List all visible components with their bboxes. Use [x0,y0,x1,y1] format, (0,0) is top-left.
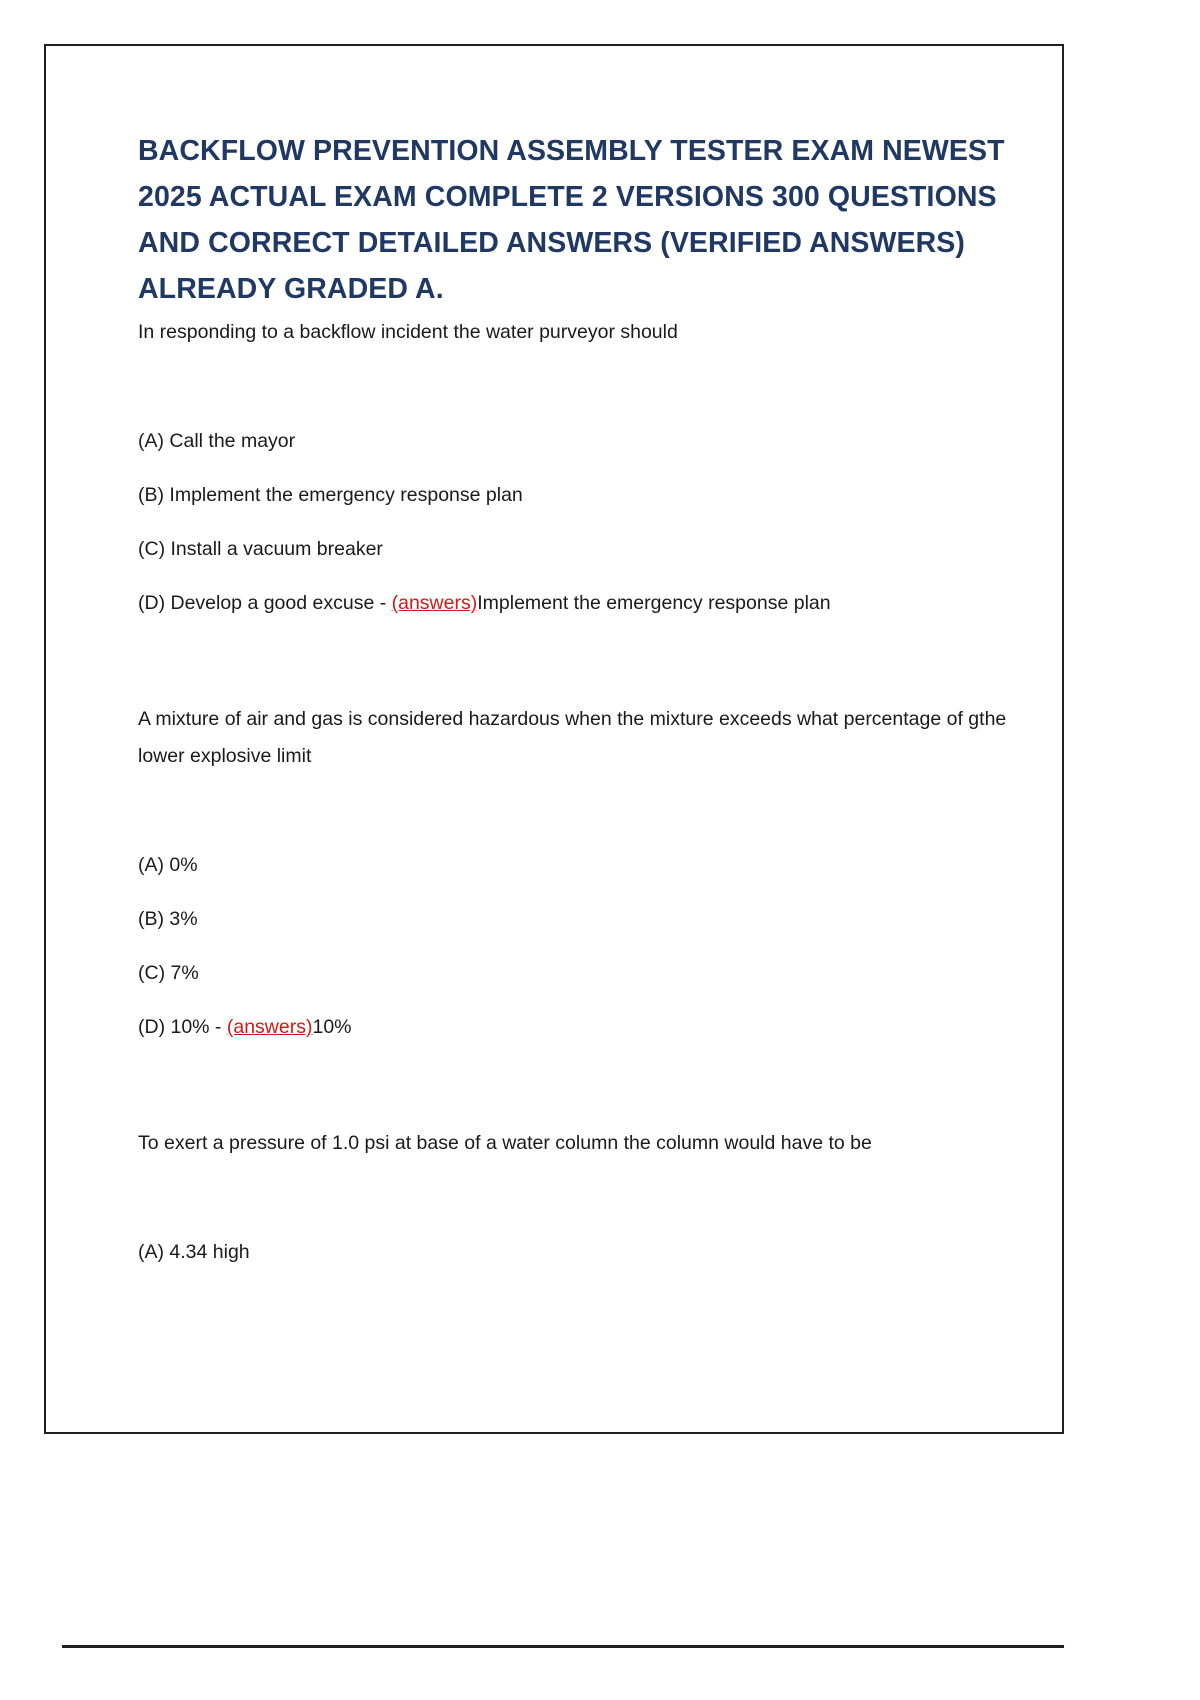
answer-key-tag: (answers) [226,1016,313,1038]
answer-option-label: (B) 3% [138,908,198,930]
question-stem: To exert a pressure of 1.0 psi at base of a water column the column would have to be [138,1132,872,1154]
answer-option-label: (C) 7% [138,962,199,984]
answer-option[interactable] [138,531,1018,568]
spacer [138,351,1018,423]
answer-key-text: Implement the emergency response plan [477,592,831,614]
spacer [138,1162,1018,1234]
page-bottom-rule [62,1645,1064,1648]
answer-option-label: (A) 0% [138,854,198,876]
question-block [138,1125,1018,1271]
answer-option[interactable] [138,423,1018,460]
answer-key-tag: (answers) [391,592,478,614]
question-stem: A mixture of air and gas is considered hazardous when the mixture exceeds what percentage of gthe lower explosive limit [138,708,1007,767]
answer-option-label: (B) Implement the emergency response plan [138,484,523,506]
answer-option-label: (D) Develop a good excuse - [138,592,392,614]
question-block [138,314,1018,622]
document-page [44,44,1064,1434]
question-stem: In responding to a backflow incident the water purveyor should [138,321,678,343]
answer-option[interactable] [138,1234,1018,1271]
answer-option-label: (A) 4.34 high [138,1241,250,1263]
answer-key-text: 10% [312,1016,352,1038]
answer-option[interactable] [138,477,1018,514]
answer-option[interactable] [138,901,1018,938]
answer-option[interactable] [138,1009,1018,1046]
answer-option[interactable] [138,955,1018,992]
spacer [138,1063,1018,1123]
question-block [138,701,1018,1046]
spacer [138,639,1018,699]
page-title: BACKFLOW PREVENTION ASSEMBLY TESTER EXAM NEWEST 2025 ACTUAL EXAM COMPLETE 2 VERSIONS 300 QUESTIONS AND CORRECT DETAILED ANSWERS (VERIFIED ANSWERS) ALREADY GRADED A. [138,135,1005,305]
answer-option-label: (D) 10% - [138,1016,227,1038]
answer-option[interactable] [138,585,1018,622]
answer-option[interactable] [138,847,1018,884]
answer-option-label: (A) Call the mayor [138,430,296,452]
answer-option-label: (C) Install a vacuum breaker [138,538,383,560]
spacer [138,775,1018,847]
document-content [138,128,1018,1288]
